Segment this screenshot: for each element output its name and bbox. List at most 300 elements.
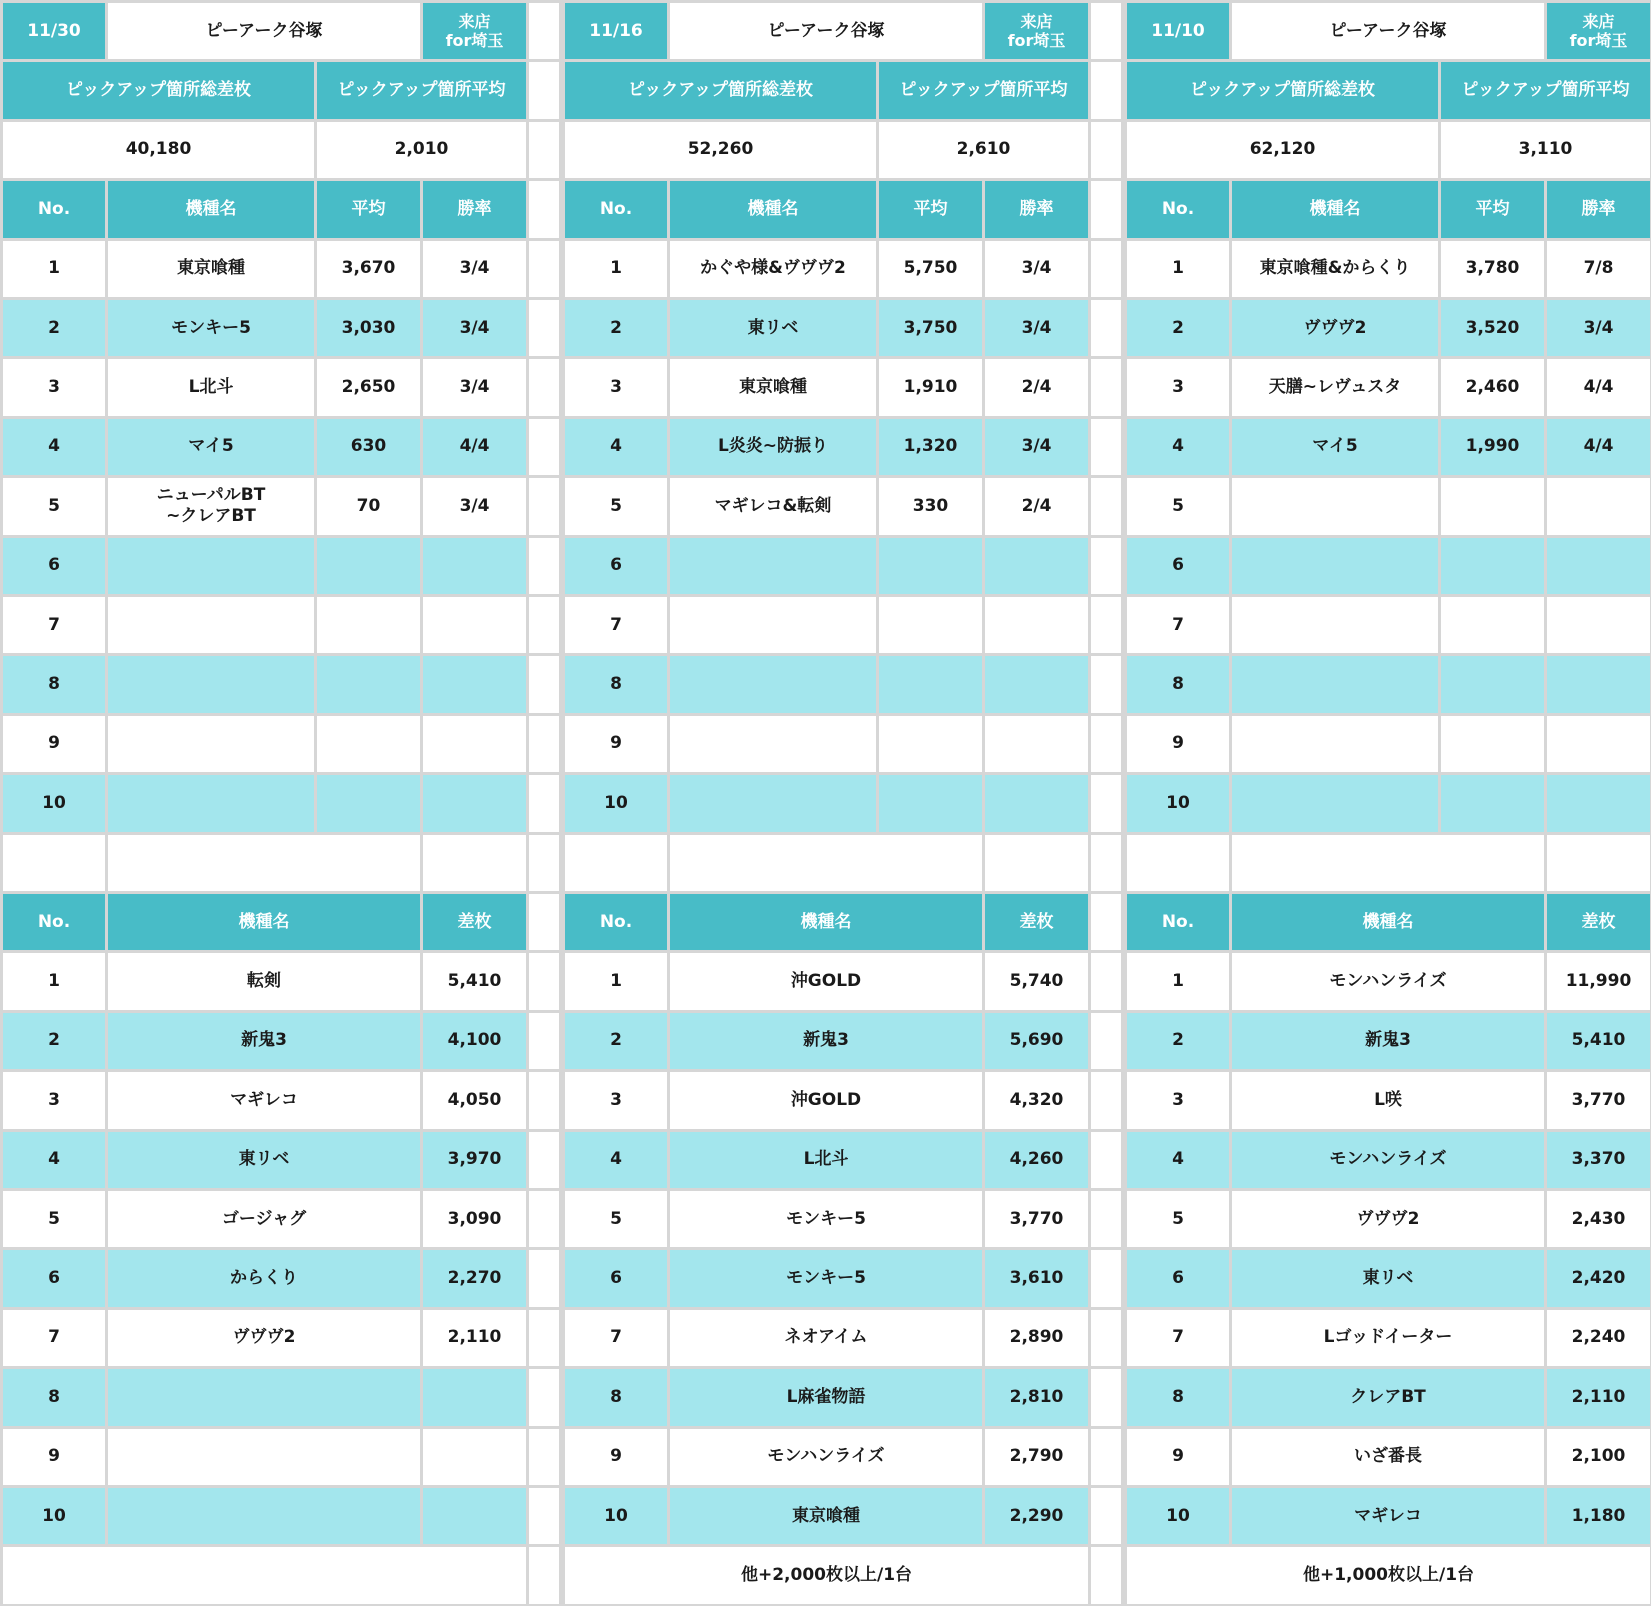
pickup-header: 勝率: [985, 181, 1088, 237]
rank-cell: L麻雀物語: [670, 1369, 982, 1425]
rank-cell: 新鬼3: [670, 1013, 982, 1069]
rank-header: 機種名: [1232, 894, 1544, 950]
pickup-cell: 3/4: [423, 478, 526, 534]
rank-cell: 5,410: [1547, 1013, 1650, 1069]
pickup-cell: 3,670: [317, 241, 420, 297]
panel-divider: [1088, 0, 1124, 1606]
rank-cell: 2,890: [985, 1310, 1088, 1366]
pickup-cell: [670, 597, 876, 653]
rank-header: No.: [3, 894, 105, 950]
divider-cell: [529, 300, 559, 356]
pickup-cell: 東京喰種: [108, 241, 314, 297]
total-label: ピックアップ箇所総差枚: [565, 62, 876, 118]
rank-cell: 3,770: [985, 1191, 1088, 1247]
pickup-cell: [1547, 656, 1650, 712]
pickup-cell: マイ5: [108, 419, 314, 475]
divider-cell: [529, 953, 559, 1009]
rank-cell: からくり: [108, 1250, 420, 1306]
pickup-cell: [1547, 478, 1650, 534]
rank-cell: 2,110: [1547, 1369, 1650, 1425]
pickup-cell: 3: [3, 359, 105, 415]
divider-cell: [529, 359, 559, 415]
rank-cell: 2: [3, 1013, 105, 1069]
rank-cell: 2,100: [1547, 1429, 1650, 1485]
pickup-cell: 7: [1127, 597, 1229, 653]
divider-cell: [1091, 1547, 1121, 1603]
pickup-cell: [108, 716, 314, 772]
pickup-header: 機種名: [108, 181, 314, 237]
divider-cell: [1091, 597, 1121, 653]
rank-cell: 新鬼3: [108, 1013, 420, 1069]
store-name: ピーアーク谷塚: [670, 3, 982, 59]
rank-cell: [423, 1369, 526, 1425]
pickup-header: No.: [565, 181, 667, 237]
pickup-cell: [1232, 775, 1438, 831]
divider-cell: [529, 1013, 559, 1069]
rank-cell: [423, 1429, 526, 1485]
divider-cell: [1091, 656, 1121, 712]
divider-cell: [1091, 894, 1121, 950]
rank-cell: 8: [1127, 1369, 1229, 1425]
pickup-cell: 3: [1127, 359, 1229, 415]
divider-cell: [529, 241, 559, 297]
pickup-cell: [985, 538, 1088, 594]
spacer-cell: [670, 835, 982, 891]
divider-cell: [529, 835, 559, 891]
pickup-cell: 1: [1127, 241, 1229, 297]
rank-cell: 2,810: [985, 1369, 1088, 1425]
average-label: ピックアップ箇所平均: [317, 62, 526, 118]
pickup-header: 平均: [1441, 181, 1544, 237]
rank-cell: 2,420: [1547, 1250, 1650, 1306]
pickup-cell: 3/4: [1547, 300, 1650, 356]
pickup-header: 平均: [879, 181, 982, 237]
rank-cell: 1,180: [1547, 1488, 1650, 1544]
rank-header: 差枚: [1547, 894, 1650, 950]
divider-cell: [529, 181, 559, 237]
rank-cell: 10: [3, 1488, 105, 1544]
total-value: 62,120: [1127, 122, 1438, 178]
pickup-cell: 3/4: [423, 359, 526, 415]
divider-cell: [529, 1072, 559, 1128]
pickup-cell: 3,520: [1441, 300, 1544, 356]
spacer-cell: [565, 835, 667, 891]
date-cell: 11/30: [3, 3, 105, 59]
rank-header: 機種名: [670, 894, 982, 950]
date-cell: 11/10: [1127, 3, 1229, 59]
pickup-cell: [1441, 597, 1544, 653]
rank-cell: 2: [1127, 1013, 1229, 1069]
panel-divider: [526, 0, 562, 1606]
rank-cell: 8: [3, 1369, 105, 1425]
divider-cell: [529, 538, 559, 594]
footer-note: [3, 1547, 526, 1603]
pickup-cell: 10: [565, 775, 667, 831]
pickup-cell: 2: [3, 300, 105, 356]
rank-header: No.: [565, 894, 667, 950]
divider-cell: [1091, 1310, 1121, 1366]
divider-cell: [1091, 1072, 1121, 1128]
pickup-cell: 4/4: [423, 419, 526, 475]
rank-cell: 5: [565, 1191, 667, 1247]
divider-cell: [1091, 1369, 1121, 1425]
rank-cell: 2,240: [1547, 1310, 1650, 1366]
pickup-cell: [985, 716, 1088, 772]
pickup-cell: 2,460: [1441, 359, 1544, 415]
pickup-cell: 3,780: [1441, 241, 1544, 297]
divider-cell: [1091, 359, 1121, 415]
divider-cell: [1091, 1488, 1121, 1544]
pickup-cell: 2: [565, 300, 667, 356]
pickup-cell: [1441, 775, 1544, 831]
spacer-cell: [1127, 835, 1229, 891]
rank-cell: 転剣: [108, 953, 420, 1009]
divider-cell: [529, 1132, 559, 1188]
pickup-cell: 3/4: [985, 300, 1088, 356]
rank-cell: 9: [3, 1429, 105, 1485]
pickup-cell: [1547, 597, 1650, 653]
pickup-header: 機種名: [670, 181, 876, 237]
pickup-cell: 6: [565, 538, 667, 594]
pickup-cell: 6: [1127, 538, 1229, 594]
pickup-cell: [317, 538, 420, 594]
pickup-cell: 3/4: [423, 241, 526, 297]
pickup-cell: 1,990: [1441, 419, 1544, 475]
pickup-cell: [423, 775, 526, 831]
divider-cell: [1091, 1191, 1121, 1247]
divider-cell: [529, 1250, 559, 1306]
spacer-cell: [1232, 835, 1544, 891]
panel-11-30: [0, 0, 562, 1606]
pickup-cell: [1232, 538, 1438, 594]
rank-cell: 8: [565, 1369, 667, 1425]
rank-cell: 東リベ: [108, 1132, 420, 1188]
average-value: 2,010: [317, 122, 526, 178]
rank-cell: 10: [1127, 1488, 1229, 1544]
rank-cell: [108, 1488, 420, 1544]
rank-cell: モンハンライズ: [670, 1429, 982, 1485]
visit-line: 来店: [458, 12, 491, 31]
rank-cell: 6: [1127, 1250, 1229, 1306]
pickup-cell: かぐや様&ヴヴヴ2: [670, 241, 876, 297]
visit-badge: [985, 3, 1088, 59]
pickup-header: 勝率: [1547, 181, 1650, 237]
rank-cell: 3: [565, 1072, 667, 1128]
pickup-cell: 8: [565, 656, 667, 712]
pickup-cell: [1232, 656, 1438, 712]
rank-cell: 3,970: [423, 1132, 526, 1188]
spacer-cell: [985, 835, 1088, 891]
pickup-cell: [985, 597, 1088, 653]
divider-cell: [529, 1547, 559, 1603]
divider-cell: [529, 122, 559, 178]
total-value: 52,260: [565, 122, 876, 178]
pickup-cell: [879, 538, 982, 594]
pickup-cell: 2/4: [985, 478, 1088, 534]
rank-cell: 9: [565, 1429, 667, 1485]
visit-line: 来店: [1582, 12, 1615, 31]
rank-cell: ゴージャグ: [108, 1191, 420, 1247]
divider-cell: [1091, 1429, 1121, 1485]
pickup-cell: ヴヴヴ2: [1232, 300, 1438, 356]
rank-cell: 東京喰種: [670, 1488, 982, 1544]
pickup-cell: [670, 656, 876, 712]
visit-badge: [423, 3, 526, 59]
rank-cell: Lゴッドイーター: [1232, 1310, 1544, 1366]
divider-cell: [529, 478, 559, 534]
pickup-cell: [1232, 478, 1438, 534]
rank-cell: モンキー5: [670, 1191, 982, 1247]
rank-cell: マギレコ: [108, 1072, 420, 1128]
rank-cell: モンキー5: [670, 1250, 982, 1306]
divider-cell: [529, 1488, 559, 1544]
spacer-cell: [423, 835, 526, 891]
pickup-cell: マイ5: [1232, 419, 1438, 475]
divider-cell: [1091, 478, 1121, 534]
rank-cell: 沖GOLD: [670, 953, 982, 1009]
rank-cell: 5,410: [423, 953, 526, 1009]
rank-cell: 2,110: [423, 1310, 526, 1366]
rank-cell: ネオアイム: [670, 1310, 982, 1366]
pickup-cell: 3/4: [985, 419, 1088, 475]
rank-cell: 5: [3, 1191, 105, 1247]
rank-cell: 1: [565, 953, 667, 1009]
total-label: ピックアップ箇所総差枚: [1127, 62, 1438, 118]
divider-cell: [1091, 122, 1121, 178]
pickup-cell: 5: [3, 478, 105, 534]
average-label: ピックアップ箇所平均: [1441, 62, 1650, 118]
rank-cell: 3,610: [985, 1250, 1088, 1306]
pickup-cell: 9: [565, 716, 667, 772]
rank-cell: 9: [1127, 1429, 1229, 1485]
rank-cell: 4,320: [985, 1072, 1088, 1128]
rank-cell: 3,090: [423, 1191, 526, 1247]
pickup-cell: 東京喰種&からくり: [1232, 241, 1438, 297]
pickup-cell: [317, 716, 420, 772]
visit-badge: [1547, 3, 1650, 59]
pickup-cell: [1441, 656, 1544, 712]
rank-cell: 6: [3, 1250, 105, 1306]
rank-cell: [108, 1429, 420, 1485]
pickup-cell: [108, 538, 314, 594]
rank-cell: マギレコ: [1232, 1488, 1544, 1544]
pickup-cell: [670, 775, 876, 831]
spacer-cell: [3, 835, 105, 891]
pickup-cell: 630: [317, 419, 420, 475]
store-name: ピーアーク谷塚: [108, 3, 420, 59]
pickup-header: 勝率: [423, 181, 526, 237]
panel-11-16: [562, 0, 1124, 1606]
pickup-cell: 6: [3, 538, 105, 594]
pickup-cell: [317, 656, 420, 712]
divider-cell: [529, 62, 559, 118]
total-label: ピックアップ箇所総差枚: [3, 62, 314, 118]
divider-cell: [529, 775, 559, 831]
pickup-cell: モンキー5: [108, 300, 314, 356]
rank-cell: 7: [565, 1310, 667, 1366]
pickup-cell: 9: [3, 716, 105, 772]
rank-cell: 4: [3, 1132, 105, 1188]
visit-line: for埼玉: [1569, 31, 1628, 51]
pickup-cell: 9: [1127, 716, 1229, 772]
pickup-cell: 東リベ: [670, 300, 876, 356]
divider-cell: [1091, 835, 1121, 891]
rank-cell: 5,740: [985, 953, 1088, 1009]
rank-cell: 1: [3, 953, 105, 1009]
pickup-cell: [985, 656, 1088, 712]
pickup-cell: 3,750: [879, 300, 982, 356]
rank-cell: クレアBT: [1232, 1369, 1544, 1425]
rank-cell: 6: [565, 1250, 667, 1306]
divider-cell: [529, 419, 559, 475]
divider-cell: [1091, 419, 1121, 475]
pickup-cell: [670, 538, 876, 594]
panel-11-10: [1124, 0, 1651, 1606]
pickup-cell: 70: [317, 478, 420, 534]
rank-header: 差枚: [423, 894, 526, 950]
pickup-cell: 3: [565, 359, 667, 415]
pickup-cell: [879, 597, 982, 653]
divider-cell: [1091, 3, 1121, 59]
rank-cell: 3: [3, 1072, 105, 1128]
pickup-cell: 7: [565, 597, 667, 653]
divider-cell: [1091, 538, 1121, 594]
pickup-cell: [108, 597, 314, 653]
pickup-header: 平均: [317, 181, 420, 237]
divider-cell: [529, 1369, 559, 1425]
pickup-cell: 4: [1127, 419, 1229, 475]
rank-cell: 4,050: [423, 1072, 526, 1128]
rank-cell: 2: [565, 1013, 667, 1069]
pickup-cell: [879, 775, 982, 831]
pickup-cell: 東京喰種: [670, 359, 876, 415]
footer-note: 他+2,000枚以上/1台: [565, 1547, 1088, 1603]
pickup-cell: 天膳~レヴュスタ: [1232, 359, 1438, 415]
pickup-cell: 1,910: [879, 359, 982, 415]
pickup-cell: 1: [3, 241, 105, 297]
pickup-cell: [879, 716, 982, 772]
divider-cell: [529, 3, 559, 59]
pickup-cell: [423, 656, 526, 712]
spacer-cell: [108, 835, 420, 891]
rank-cell: モンハンライズ: [1232, 1132, 1544, 1188]
divider-cell: [1091, 1013, 1121, 1069]
pickup-cell: マギレコ&転剣: [670, 478, 876, 534]
rank-cell: [423, 1488, 526, 1544]
pickup-cell: [317, 597, 420, 653]
rank-cell: ヴヴヴ2: [108, 1310, 420, 1366]
visit-line: 来店: [1020, 12, 1053, 31]
pickup-cell: [423, 716, 526, 772]
date-cell: 11/16: [565, 3, 667, 59]
rank-cell: 7: [3, 1310, 105, 1366]
pickup-cell: L炎炎~防振り: [670, 419, 876, 475]
pickup-cell: [1547, 538, 1650, 594]
pickup-cell: [670, 716, 876, 772]
pickup-cell: 7/8: [1547, 241, 1650, 297]
divider-cell: [1091, 775, 1121, 831]
divider-cell: [1091, 300, 1121, 356]
pickup-cell: 3/4: [985, 241, 1088, 297]
pickup-cell: 10: [3, 775, 105, 831]
pickup-header: No.: [3, 181, 105, 237]
rank-cell: 2,790: [985, 1429, 1088, 1485]
pickup-header: 機種名: [1232, 181, 1438, 237]
rank-cell: 5,690: [985, 1013, 1088, 1069]
pickup-cell: 2: [1127, 300, 1229, 356]
pickup-cell: [317, 775, 420, 831]
rank-cell: 3: [1127, 1072, 1229, 1128]
footer-note: 他+1,000枚以上/1台: [1127, 1547, 1650, 1603]
divider-cell: [1091, 1132, 1121, 1188]
pickup-cell: ニューパルBT ~クレアBT: [108, 478, 314, 534]
pickup-cell: [108, 656, 314, 712]
rank-cell: 2,290: [985, 1488, 1088, 1544]
pickup-cell: [108, 775, 314, 831]
pickup-header: No.: [1127, 181, 1229, 237]
pickup-cell: 10: [1127, 775, 1229, 831]
rank-cell: 7: [1127, 1310, 1229, 1366]
pickup-cell: 4/4: [1547, 419, 1650, 475]
divider-cell: [1091, 716, 1121, 772]
pickup-cell: 8: [1127, 656, 1229, 712]
pickup-cell: [1547, 775, 1650, 831]
divider-cell: [529, 1429, 559, 1485]
pickup-cell: 1,320: [879, 419, 982, 475]
pickup-cell: [879, 656, 982, 712]
rank-cell: 1: [1127, 953, 1229, 1009]
pickup-cell: 4/4: [1547, 359, 1650, 415]
pickup-cell: 3,030: [317, 300, 420, 356]
rank-cell: L北斗: [670, 1132, 982, 1188]
rank-cell: 4,260: [985, 1132, 1088, 1188]
pickup-cell: [1441, 716, 1544, 772]
visit-line: for埼玉: [1007, 31, 1066, 51]
average-value: 2,610: [879, 122, 1088, 178]
divider-cell: [1091, 62, 1121, 118]
rank-cell: 2,270: [423, 1250, 526, 1306]
rank-cell: いざ番長: [1232, 1429, 1544, 1485]
pickup-cell: 5: [565, 478, 667, 534]
rank-cell: L咲: [1232, 1072, 1544, 1128]
pickup-cell: 1: [565, 241, 667, 297]
pickup-cell: [1441, 538, 1544, 594]
pickup-cell: 2,650: [317, 359, 420, 415]
divider-cell: [529, 1310, 559, 1366]
pickup-cell: 2/4: [985, 359, 1088, 415]
store-name: ピーアーク谷塚: [1232, 3, 1544, 59]
average-value: 3,110: [1441, 122, 1650, 178]
pickup-cell: 7: [3, 597, 105, 653]
rank-cell: ヴヴヴ2: [1232, 1191, 1544, 1247]
average-label: ピックアップ箇所平均: [879, 62, 1088, 118]
pickup-cell: 4: [3, 419, 105, 475]
pickup-cell: 5: [1127, 478, 1229, 534]
pickup-cell: 8: [3, 656, 105, 712]
divider-cell: [1091, 1250, 1121, 1306]
divider-cell: [529, 716, 559, 772]
rank-header: 差枚: [985, 894, 1088, 950]
rank-cell: 5: [1127, 1191, 1229, 1247]
rank-cell: 4,100: [423, 1013, 526, 1069]
pickup-cell: 5,750: [879, 241, 982, 297]
rank-cell: モンハンライズ: [1232, 953, 1544, 1009]
pickup-cell: 3/4: [423, 300, 526, 356]
pickup-cell: [1232, 597, 1438, 653]
pickup-cell: [1547, 716, 1650, 772]
pickup-cell: [985, 775, 1088, 831]
divider-cell: [529, 1191, 559, 1247]
